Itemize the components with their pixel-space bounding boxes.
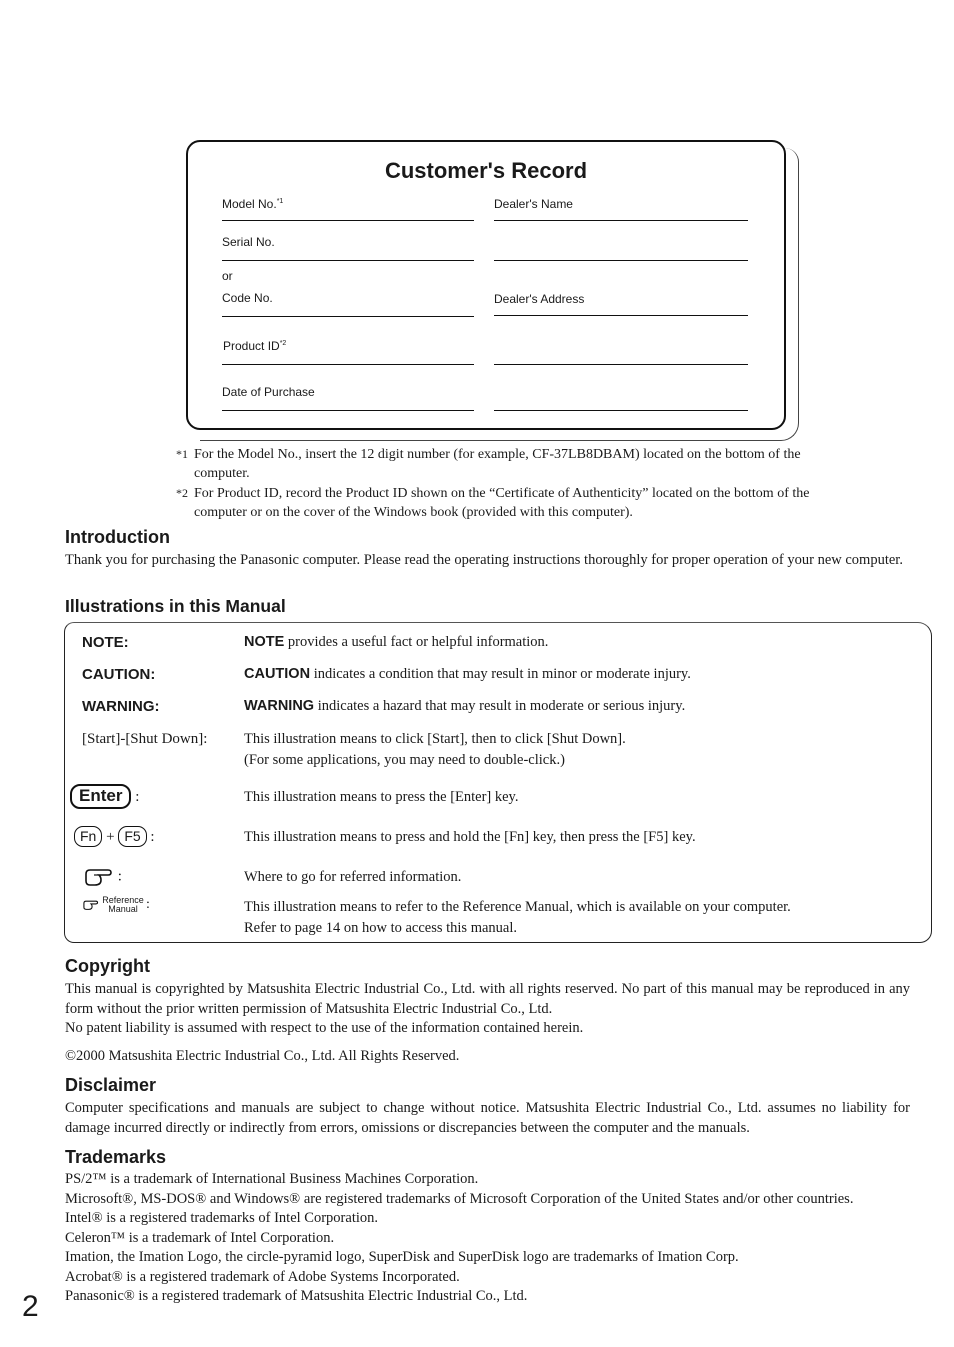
reference-manual-term: Reference Manual :: [82, 896, 150, 914]
footnote-2: *2 For Product ID, record the Product ID shown on the “Certificate of Authenticity” located on the bottom of the computer or on the cover of the Windows book (provided with this computer).: [176, 486, 810, 520]
dealers-name-line-2: [494, 260, 748, 261]
note-term: NOTE:: [82, 634, 129, 651]
customer-record-title: Customer's Record: [384, 158, 588, 183]
warning-description: WARNING indicates a hazard that may result in moderate or serious injury.: [244, 698, 686, 714]
customer-record-box: [186, 140, 786, 430]
model-no-label: Model No.$^{*1}$: [222, 197, 284, 211]
disclaimer-text: Computer specifications and manuals are subject to change without notice. Matsushita Electric Industrial Co., Ltd. assumes no liability for damage incurred directly or indirectly from errors, omissions or discrepancies between the computer and the manuals.: [65, 1100, 910, 1136]
note-description: NOTE provides a useful fact or helpful information.: [244, 634, 549, 650]
code-no-label: Code No.: [222, 291, 273, 305]
dealers-name-line: [494, 220, 748, 221]
start-shutdown-description: This illustration means to click [Start], then to click [Shut Down]. (For some applications, you may need to double-click.): [244, 731, 626, 768]
introduction-heading: Introduction: [65, 527, 170, 547]
illustrations-heading: Illustrations in this Manual: [65, 596, 286, 616]
enter-key-term: Enter :: [70, 784, 139, 809]
footnote-1: *1 For the Model No., insert the 12 digit number (for example, CF-37LB8DBAM) located on the bottom of the computer.: [176, 447, 801, 481]
trademark-line: Microsoft®, MS-DOS® and Windows® are registered trademarks of Microsoft Corporation of the United States and/or other countries.: [65, 1190, 854, 1207]
reference-description: Where to go for referred information.: [244, 869, 462, 885]
pointing-hand-small-icon: [82, 899, 100, 911]
warning-term: WARNING:: [82, 698, 160, 715]
date-of-purchase-line: [222, 410, 474, 411]
copyright-heading: Copyright: [65, 956, 150, 976]
f5-key-icon: F5: [118, 826, 146, 847]
reference-term: :: [84, 866, 122, 888]
serial-no-line: [222, 260, 474, 261]
model-no-line: [222, 220, 474, 221]
product-id-label: Product ID$^{*2}$: [223, 339, 287, 353]
dealers-address-label: Dealer's Address: [494, 292, 585, 306]
trademark-line: Panasonic® is a registered trademark of Matsushita Electric Industrial Co., Ltd.: [65, 1288, 528, 1304]
caution-term: CAUTION:: [82, 666, 156, 683]
trademark-line: PS/2™ is a trademark of International Business Machines Corporation.: [65, 1171, 479, 1187]
fn-key-icon: Fn: [74, 826, 102, 847]
code-no-line: [222, 316, 474, 317]
copyright-text: This manual is copyrighted by Matsushita Electric Industrial Co., Ltd. with all rights reserved. No part of this manual may be reproduced in any form without the prior written permission of Matsushita Electric Industrial Co., Ltd. No patent liability is assumed with respect to the use of the information contained herein. ©2000 Matsushita Electric Industrial Co., Ltd. All Rights Reserved.: [65, 981, 910, 1064]
dealers-name-label: Dealer's Name: [494, 197, 573, 211]
or-label: or: [222, 269, 233, 283]
dealers-address-line: [494, 315, 748, 316]
caution-description: CAUTION indicates a condition that may result in minor or moderate injury.: [244, 666, 691, 682]
enter-key-icon: Enter: [70, 784, 131, 809]
reference-manual-description: This illustration means to refer to the Reference Manual, which is available on your computer. Refer to page 14 on how to access this manual.: [244, 899, 791, 936]
introduction-text: Thank you for purchasing the Panasonic computer. Please read the operating instructions thoroughly for proper operation of your new computer.: [65, 552, 903, 568]
trademarks-list: [65, 1170, 910, 1307]
product-id-line: [222, 364, 474, 365]
serial-no-label: Serial No.: [222, 235, 275, 249]
disclaimer-heading: Disclaimer: [65, 1075, 157, 1095]
trademark-line: Imation, the Imation Logo, the circle-pyramid logo, SuperDisk and SuperDisk logo are trademarks of Imation Corp.: [65, 1249, 739, 1265]
trademark-line: Intel® is a registered trademarks of Intel Corporation.: [65, 1210, 378, 1226]
fn-f5-description: This illustration means to press and hold the [Fn] key, then press the [F5] key.: [244, 829, 696, 845]
pointing-hand-icon: [84, 866, 114, 888]
dealers-address-line-2: [494, 364, 748, 365]
trademark-line: Celeron™ is a trademark of Intel Corporation.: [65, 1229, 335, 1246]
trademarks-heading: Trademarks: [65, 1147, 167, 1167]
date-of-purchase-label: Date of Purchase: [222, 385, 315, 399]
page-number: 2: [22, 1290, 39, 1323]
dealers-address-line-3: [494, 410, 748, 411]
enter-key-description: This illustration means to press the [Enter] key.: [244, 789, 519, 805]
fn-f5-term: Fn + F5 :: [74, 826, 155, 847]
trademark-line: Acrobat® is a registered trademark of Adobe Systems Incorporated.: [65, 1268, 460, 1285]
start-shutdown-term: [Start]-[Shut Down]:: [82, 731, 208, 747]
